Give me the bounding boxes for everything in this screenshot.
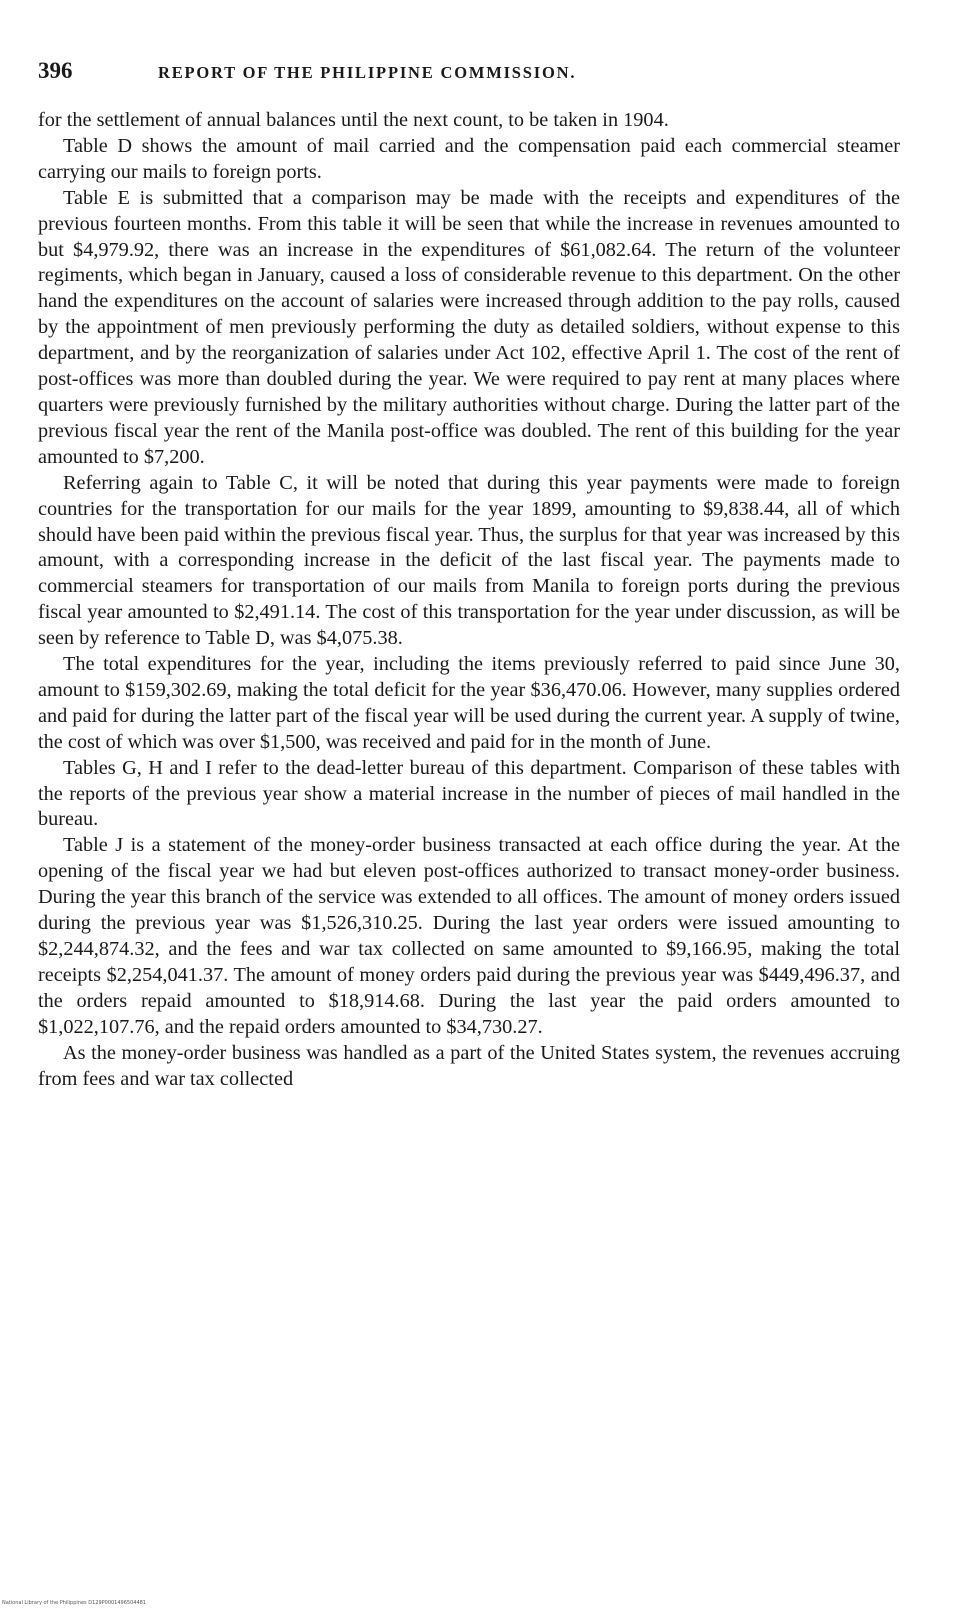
- paragraph-table-e: Table E is submitted that a comparison may be made with the receipts and expenditures of the previous fourteen months. From this table it will be seen that while the increase in revenues amounted to but $4,979.92, there was an increase in the expenditures of $61,082.64. The return of the volunteer regiments, which began in January, caused a loss of considerable revenue to this department. On the other hand the expenditures on the account of salaries were increased through addition to the pay rolls, caused by the appointment of men previously performing the duty as detailed soldiers, without expense to this department, and by the reorganization of salaries under Act 102, effective April 1. The cost of the rent of post-offices was more than doubled during the year. We were required to pay rent at many places where quarters were previously furnished by the military authorities without charge. During the latter part of the previous fiscal year the rent of the Manila post-office was doubled. The rent of this building for the year amounted to $7,200.: [38, 186, 900, 468]
- running-head: REPORT OF THE PHILIPPINE COMMISSION.: [158, 63, 577, 82]
- paragraph-table-d: Table D shows the amount of mail carried and the compensation paid each commercial steamer carrying our mails to foreign ports.: [38, 134, 900, 183]
- body-text: [38, 108, 900, 1092]
- document-page: [38, 58, 900, 1092]
- scan-credit: National Library of the Philippines D129P0001496504481: [2, 1600, 146, 1606]
- paragraph-money-order-system: As the money-order business was handled as a part of the United States system, the revenues accruing from fees and war tax collected: [38, 1041, 900, 1090]
- paragraph-table-c: Referring again to Table C, it will be noted that during this year payments were made to foreign countries for the transportation for our mails for the year 1899, amounting to $9,838.44, all of which should have been paid within the previous fiscal year. Thus, the surplus for that year was increased by this amount, with a corresponding increase in the deficit of the last fiscal year. The payments made to commercial steamers for transportation of our mails from Manila to foreign ports during the previous fiscal year amounted to $2,491.14. The cost of this transportation for the year under discussion, as will be seen by reference to Table D, was $4,075.38.: [38, 471, 900, 650]
- paragraph-total-expenditures: The total expenditures for the year, including the items previously referred to paid since June 30, amount to $159,302.69, making the total deficit for the year $36,470.06. However, many supplies ordered and paid for during the latter part of the fiscal year will be used during the current year. A supply of twine, the cost of which was over $1,500, was received and paid for in the month of June.: [38, 653, 900, 753]
- page-number: 396: [38, 58, 73, 83]
- paragraph-dead-letter-bureau: Tables G, H and I refer to the dead-letter bureau of this department. Comparison of these tables with the reports of the previous year show a material increase in the number of pieces of mail handled in the bureau.: [38, 756, 900, 831]
- paragraph-money-order-table-j: Table J is a statement of the money-order business transacted at each office during the year. At the opening of the fiscal year we had but eleven post-offices authorized to transact money-order business. During the year this branch of the service was extended to all offices. The amount of money orders issued during the previous year was $1,526,310.25. During the last year orders were issued amounting to $2,244,874.32, and the fees and war tax collected on same amounted to $9,166.95, making the total receipts $2,254,041.37. The amount of money orders paid during the previous year was $449,496.37, and the orders repaid amounted to $18,914.68. During the last year the paid orders amounted to $1,022,107.76, and the repaid orders amounted to $34,730.27.: [38, 834, 900, 1038]
- page-header: [38, 58, 900, 94]
- paragraph-continued: for the settlement of annual balances until the next count, to be taken in 1904.: [38, 109, 669, 131]
